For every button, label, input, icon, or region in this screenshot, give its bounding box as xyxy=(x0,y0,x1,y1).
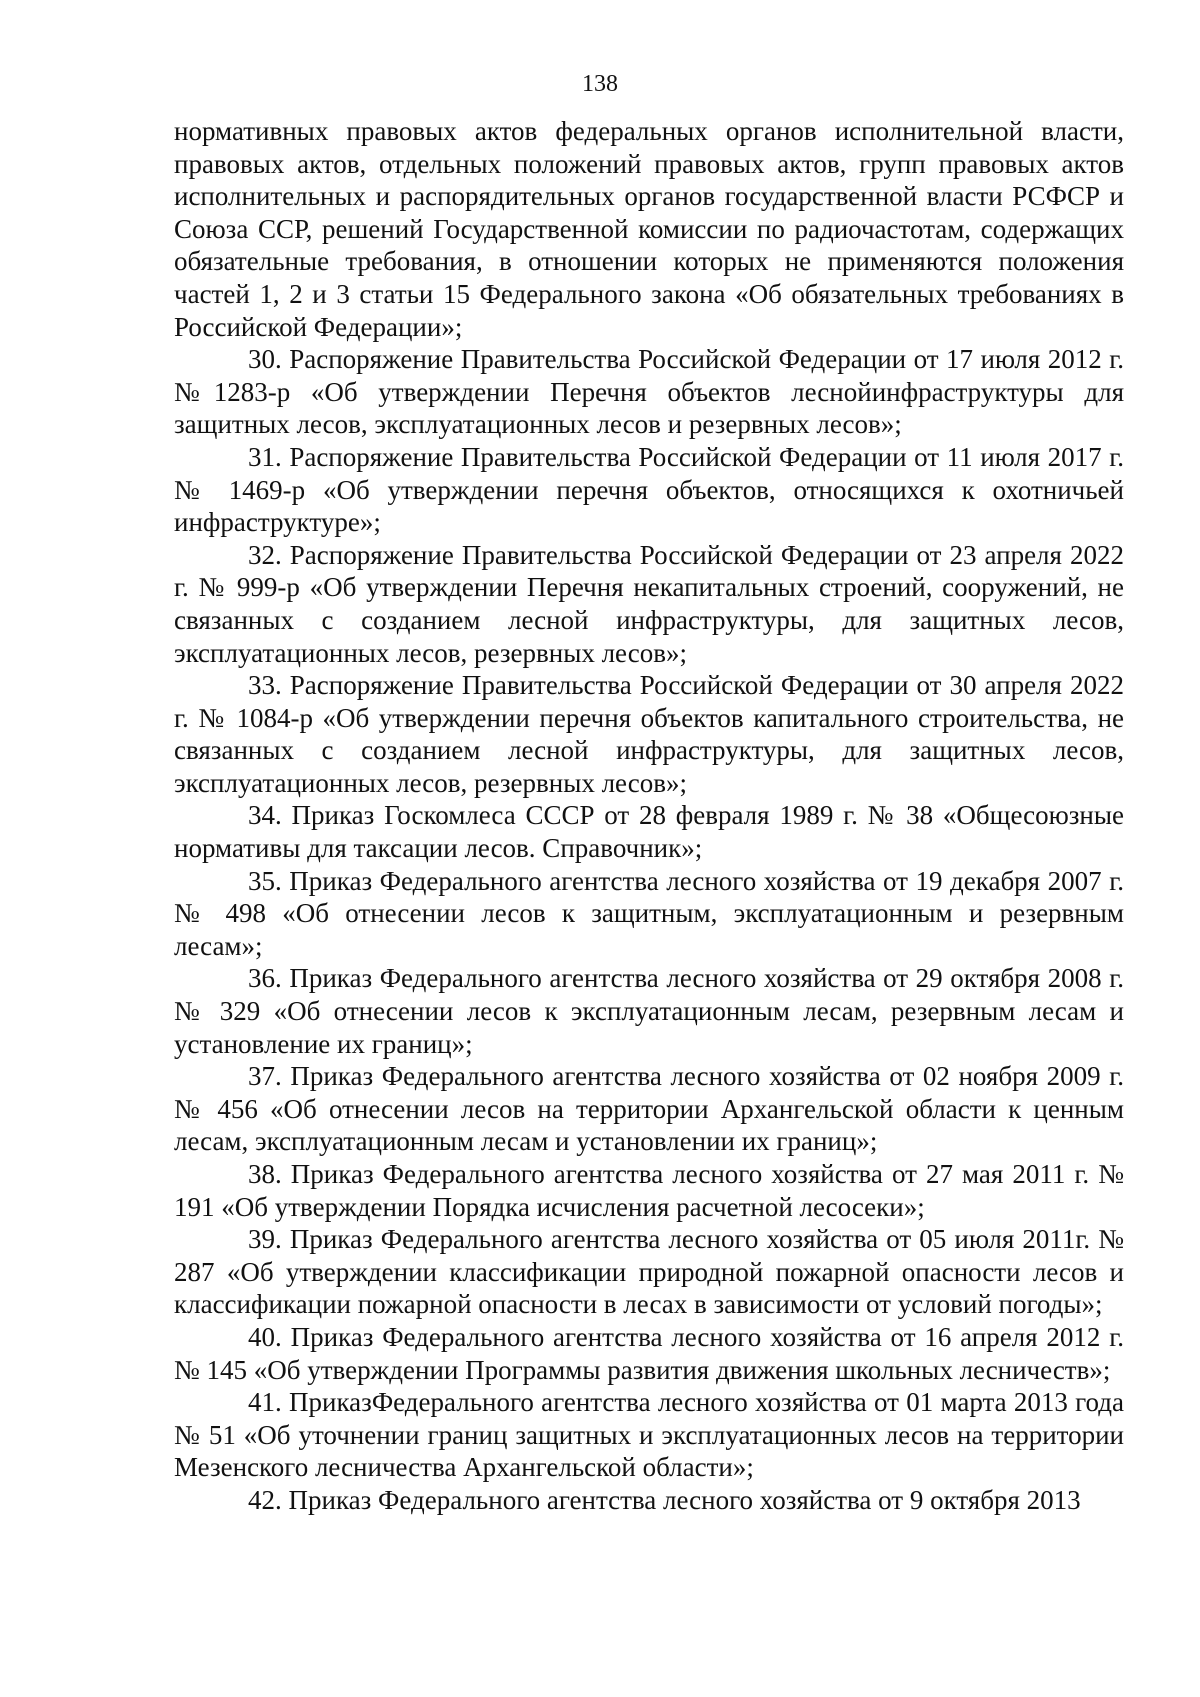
list-item-40: 40. Приказ Федерального агентства лесного хозяйства от 16 апреля 2012 г. № 145 «Об утверждении Программы развития движения школьных лесничеств»; xyxy=(174,1321,1124,1385)
list-item-34: 34. Приказ Госкомлеса СССР от 28 февраля 1989 г. № 38 «Общесоюзные нормативы для таксации лесов. Справочник»; xyxy=(174,800,1124,864)
list-item-41: 41. ПриказФедерального агентства лесного хозяйства от 01 марта 2013 года № 51 «Об уточнении границ защитных и эксплуатационных лесов на территории Мезенского лесничества Архангельской области»; xyxy=(174,1387,1124,1483)
list-item-30: 30. Распоряжение Правительства Российской Федерации от 17 июля 2012 г. №1283-р «Об утверждении Перечня объектов леснойинфраструктуры для защитных лесов, эксплуатационных лесов и резервных лесов»; xyxy=(174,344,1124,440)
document-body xyxy=(174,115,1124,1517)
paragraph-continuation: нормативных правовых актов федеральных органов исполнительной власти, правовых актов, отдельных положений правовых актов, групп правовых актов исполнительных и распорядительных органов государственной власти РСФСР и Союза ССР, решений Государственной комиссии по радиочастотам, содержащих обязательные требования, в отношении которых не применяются положения частей 1, 2 и 3 статьи 15 Федерального закона «Об обязательных требованиях в Российской Федерации»; xyxy=(174,116,1124,342)
list-item-33: 33. Распоряжение Правительства Российской Федерации от 30 апреля 2022 г. № 1084-р «Об утверждении перечня объектов капитального строительства, не связанных с созданием лесной инфраструктуры, для защитных лесов, эксплуатационных лесов, резервных лесов»; xyxy=(174,670,1124,798)
list-item-39: 39. Приказ Федерального агентства лесного хозяйства от 05 июля 2011г. № 287 «Об утверждении классификации природной пожарной опасности лесов и классификации пожарной опасности в лесах в зависимости от условий погоды»; xyxy=(174,1224,1124,1320)
list-item-42: 42. Приказ Федерального агентства лесного хозяйства от 9 октября 2013 xyxy=(248,1484,1081,1515)
list-item-37: 37. Приказ Федерального агентства лесного хозяйства от 02 ноября 2009 г. № 456 «Об отнесении лесов на территории Архангельской области к ценным лесам, эксплуатационным лесам и установлении их границ»; xyxy=(174,1061,1124,1157)
list-item-35: 35. Приказ Федерального агентства лесного хозяйства от 19 декабря 2007 г. № 498 «Об отнесении лесов к защитным, эксплуатационным и резервным лесам»; xyxy=(174,865,1124,961)
list-item-36: 36. Приказ Федерального агентства лесного хозяйства от 29 октября 2008 г. № 329 «Об отнесении лесов к эксплуатационным лесам, резервным лесам и установление их границ»; xyxy=(174,963,1124,1059)
list-item-38: 38. Приказ Федерального агентства лесного хозяйства от 27 мая 2011 г. № 191 «Об утверждении Порядка исчисления расчетной лесосеки»; xyxy=(174,1159,1124,1222)
list-item-31: 31. Распоряжение Правительства Российской Федерации от 11 июля 2017 г. № 1469-р «Об утверждении перечня объектов, относящихся к охотничьей инфраструктуре»; xyxy=(174,441,1124,538)
page-number: 138 xyxy=(582,71,618,97)
list-item-32: 32. Распоряжение Правительства Российской Федерации от 23 апреля 2022 г. № 999-р «Об утверждении Перечня некапитальных строений, сооружений, не связанных с созданием лесной инфраструктуры, для защитных лесов, эксплуатационных лесов, резервных лесов»; xyxy=(174,539,1124,668)
